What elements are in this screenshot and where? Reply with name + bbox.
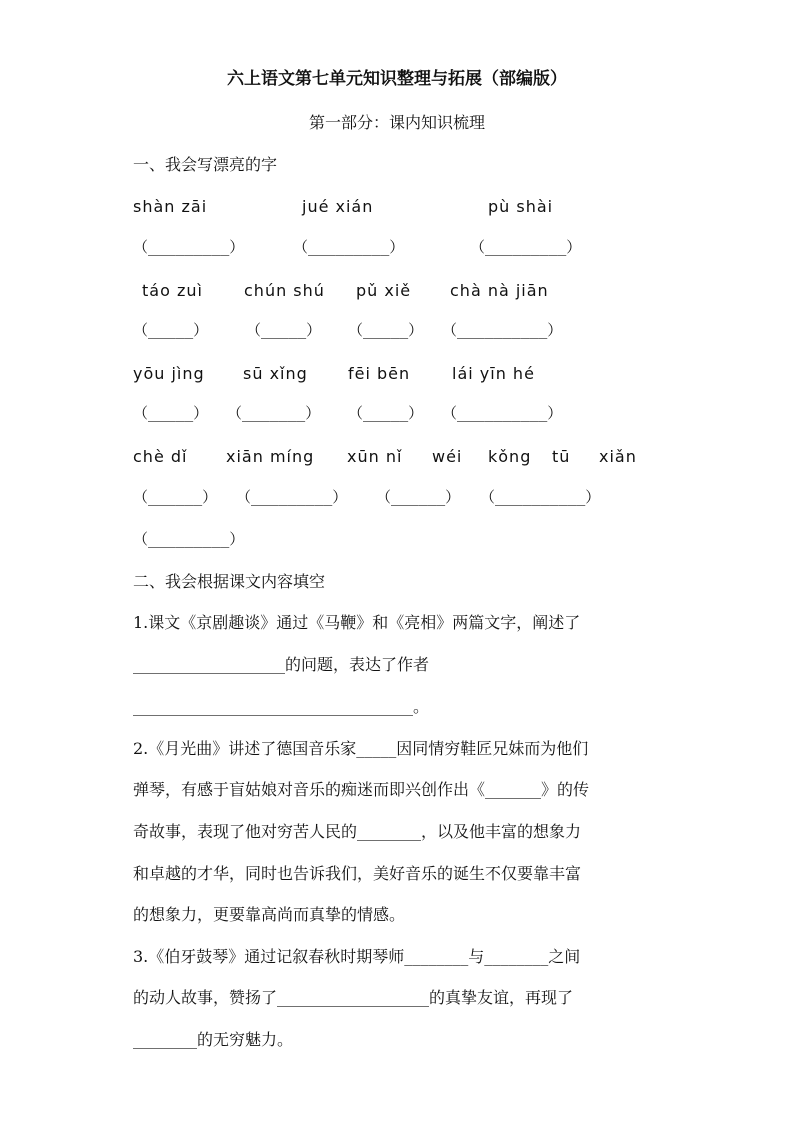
pinyin-item: xiǎn [599,447,637,466]
answer-blank[interactable]: （_________） [133,530,245,548]
fill-line: 和卓越的才华，同时也告诉我们，美好音乐的诞生不仅要靠丰富 [133,864,582,883]
pinyin-item: shàn zāi [133,197,208,216]
fill-line: ___________________的问题，表达了作者 [133,655,430,674]
pinyin-item: yōu jìng [133,364,205,383]
pinyin-item: kǒng [488,447,532,466]
fill-line: 奇故事，表现了他对穷苦人民的________，以及他丰富的想象力 [133,822,582,841]
answer-blank[interactable]: （______） [133,488,218,506]
answer-blank[interactable]: （_________） [133,238,245,256]
fill-line: 3.《伯牙鼓琴》通过记叙春秋时期琴师________与________之间 [133,947,581,966]
part-heading: 第一部分：课内知识梳理 [308,113,485,132]
fill-line: ___________________________________。 [133,697,430,716]
pinyin-item: xiān míng [226,447,315,466]
answer-blank[interactable]: （_________） [293,238,405,256]
fill-line: 的想象力，更要靠高尚而真挚的情感。 [133,905,406,924]
pinyin-item: xūn nǐ [347,447,403,466]
answer-blank[interactable]: （_____） [133,404,209,422]
fill-line: 1.课文《京剧趣谈》通过《马鞭》和《亮相》两篇文字，阐述了 [133,613,581,632]
pinyin-item: chún shú [244,281,325,300]
answer-blank[interactable]: （__________） [442,321,563,339]
answer-blank[interactable]: （_________） [236,488,348,506]
fill-line: ________的无穷魅力。 [133,1030,294,1049]
fill-line: 弹琴，有感于盲姑娘对音乐的痴迷而即兴创作出《_______》的传 [133,780,590,799]
fill-line: 的动人故事，赞扬了___________________的真挚友谊，再现了 [133,988,574,1007]
answer-blank[interactable]: （_________） [470,238,582,256]
answer-blank[interactable]: （_____） [348,404,424,422]
pinyin-item: pǔ xiě [356,281,412,300]
pinyin-item: jué xián [302,197,374,216]
answer-blank[interactable]: （__________） [480,488,601,506]
pinyin-item: táo zuì [142,281,203,300]
pinyin-item: sū xǐng [243,364,308,383]
pinyin-item: lái yīn hé [452,364,535,383]
pinyin-item: tū [552,447,571,466]
pinyin-item: chè dǐ [133,447,188,466]
answer-blank[interactable]: （_______） [227,404,321,422]
pinyin-item: fēi bēn [348,364,411,383]
answer-blank[interactable]: （______） [376,488,461,506]
fill-line: 2.《月光曲》讲述了德国音乐家_____因同情穷鞋匠兄妹而为他们 [133,739,589,758]
answer-blank[interactable]: （_____） [348,321,424,339]
answer-blank[interactable]: （_____） [246,321,322,339]
pinyin-item: pù shài [488,197,554,216]
answer-blank[interactable]: （__________） [442,404,563,422]
pinyin-item: chà nà jiān [450,281,549,300]
section2-heading: 二、我会根据课文内容填空 [133,572,326,591]
answer-blank[interactable]: （_____） [133,321,209,339]
section1-heading: 一、我会写漂亮的字 [133,155,278,174]
pinyin-item: wéi [432,447,463,466]
document-title: 六上语文第七单元知识整理与拓展（部编版） [227,69,567,89]
